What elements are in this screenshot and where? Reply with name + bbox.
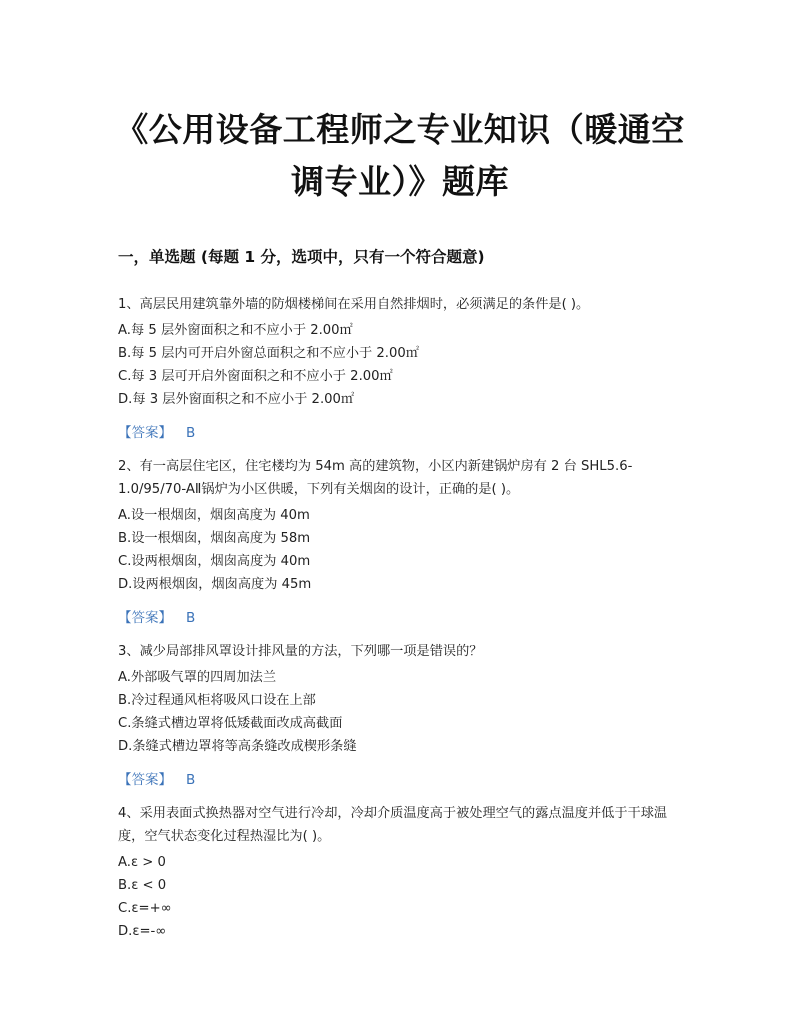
question-3 [118,640,678,758]
option-a: A.设一根烟囱，烟囱高度为 40m [118,508,310,523]
document-title: 《公用设备工程师之专业知识（暖通空调专业）》题库 [115,110,685,201]
answer-label: 【答案】 [118,772,172,788]
option-b: B.ε < 0 [118,878,167,893]
option-d: D.设两根烟囱，烟囱高度为 45m [118,577,312,592]
answer-line-3 [118,768,195,788]
answer-label: 【答案】 [118,610,172,626]
option-b: B.每 5 层内可开启外窗总面积之和不应小于 2.00㎡ [118,346,419,361]
question-stem: 4、采用表面式换热器对空气进行冷却，冷却介质温度高于被处理空气的露点温度并低于干球温度，空气状态变化过程热湿比为( )。 [118,806,668,844]
answer-line-2 [118,606,195,626]
option-d: D.ε=-∞ [118,924,167,939]
answer-label: 【答案】 [118,425,172,441]
option-d: D.条缝式槽边罩将等高条缝改成楔形条缝 [118,739,357,754]
answer-value: B [186,772,196,788]
question-stem: 2、有一高层住宅区，住宅楼均为 54m 高的建筑物，小区内新建锅炉房有 2 台 SHL5.6-1.0/95/70-AⅡ锅炉为小区供暖，下列有关烟囱的设计，正确的是( )。 [118,459,633,497]
question-2 [118,455,678,596]
option-c: C.每 3 层可开启外窗面积之和不应小于 2.00㎡ [118,369,393,384]
question-4 [118,802,678,943]
option-a: A.每 5 层外窗面积之和不应小于 2.00㎡ [118,323,353,338]
option-d: D.每 3 层外窗面积之和不应小于 2.00㎡ [118,392,355,407]
option-c: C.设两根烟囱，烟囱高度为 40m [118,554,311,569]
option-c: C.条缝式槽边罩将低矮截面改成高截面 [118,716,343,731]
option-b: B.设一根烟囱，烟囱高度为 58m [118,531,311,546]
question-1 [118,293,678,411]
question-stem: 1、高层民用建筑靠外墙的防烟楼梯间在采用自然排烟时，必须满足的条件是( )。 [118,297,590,312]
section-heading: 一，单选题 (每题 1 分，选项中，只有一个符合题意) [118,248,485,266]
answer-line-1 [118,421,195,441]
option-a: A.ε > 0 [118,855,166,870]
option-a: A.外部吸气罩的四周加法兰 [118,670,277,685]
answer-value: B [186,425,196,441]
option-c: C.ε=+∞ [118,901,172,916]
answer-value: B [186,610,196,626]
question-stem: 3、减少局部排风罩设计排风量的方法，下列哪一项是错误的？ [118,644,483,659]
option-b: B.冷过程通风柜将吸风口设在上部 [118,693,316,708]
